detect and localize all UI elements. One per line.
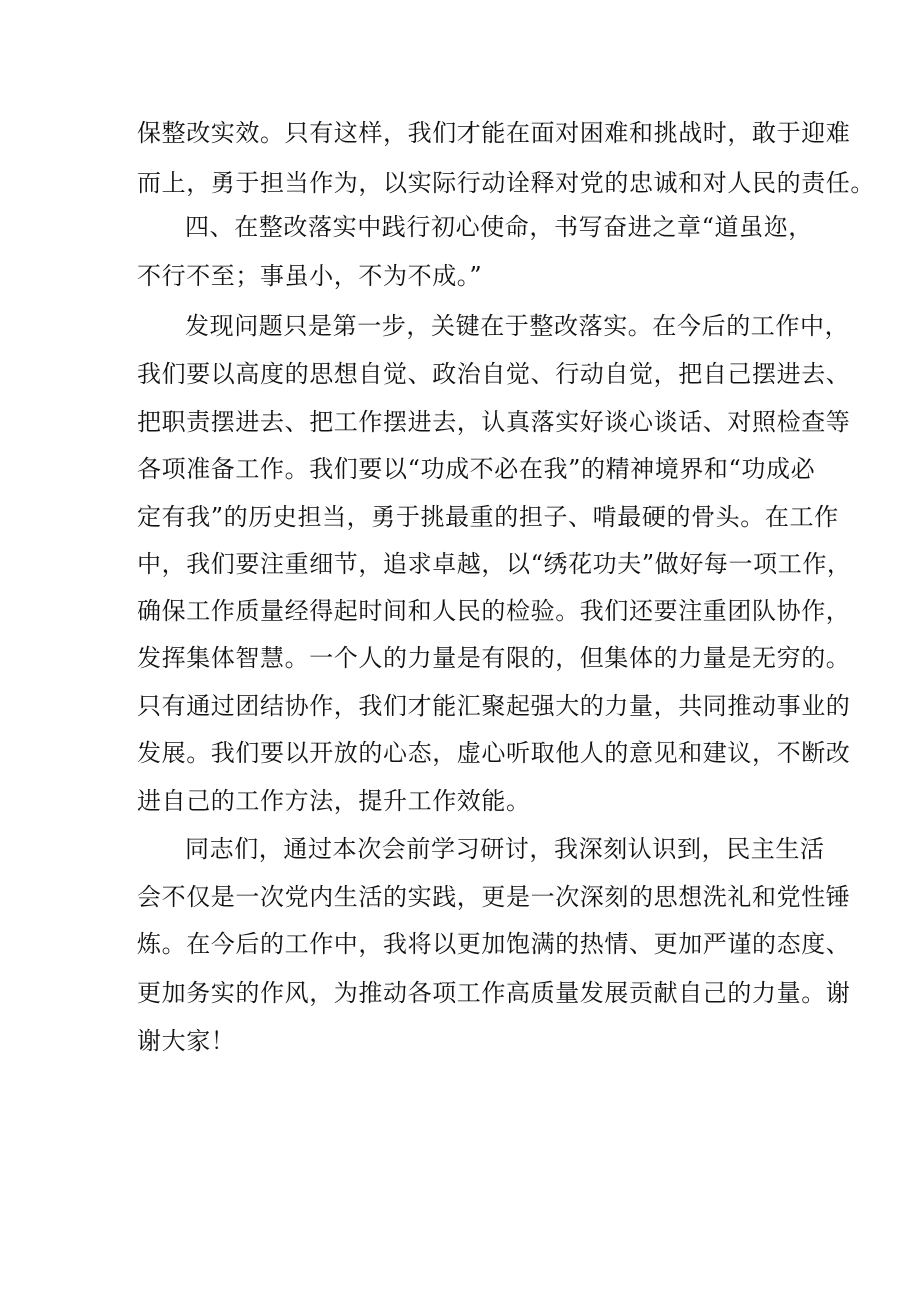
paragraph-1-line-8: 发挥集体智慧。一个人的力量是有限的，但集体的力量是无穷的。 [137,644,851,672]
paragraph-1-line-4: 各项准备工作。我们要以“功成不必在我”的精神境界和“功成必 [137,455,816,483]
paragraph-1-line-1: 发现问题只是第一步，关键在于整改落实。在今后的工作中， [185,312,850,340]
paragraph-1-line-10: 发展。我们要以开放的心态，虚心听取他人的意见和建议，不断改 [137,739,851,767]
paragraph-1-line-6: 中，我们要注重细节，追求卓越，以“绣花功夫”做好每一项工作， [137,550,852,578]
paragraph-2-line-1: 同志们，通过本次会前学习研讨，我深刻认识到，民主生活 [185,835,825,863]
section-heading-line-2: 不行不至；事虽小，不为不成。” [137,262,483,290]
text-line-2: 而上，勇于担当作为，以实际行动诠释对党的忠诚和对人民的责任。 [137,169,875,197]
text-line-1: 保整改实效。只有这样，我们才能在面对困难和挑战时，敢于迎难 [137,119,851,147]
paragraph-1-line-7: 确保工作质量经得起时间和人民的检验。我们还要注重团队协作， [137,597,851,625]
paragraph-1-line-3: 把职责摆进去、把工作摆进去，认真落实好谈心谈话、对照检查等 [137,408,851,436]
paragraph-2-line-4: 更加务实的作风，为推动各项工作高质量发展贡献自己的力量。谢 [137,979,851,1007]
section-heading-line-1: 四、在整改落实中践行初心使命，书写奋进之章“道虽迩， [185,213,813,241]
paragraph-1-line-5: 定有我”的历史担当，勇于挑最重的担子、啃最硬的骨头。在工作 [137,503,839,531]
paragraph-1-line-2: 我们要以高度的思想自觉、政治自觉、行动自觉，把自己摆进去、 [137,360,851,388]
paragraph-1-line-9: 只有通过团结协作，我们才能汇聚起强大的力量，共同推动事业的 [137,692,851,720]
paragraph-1-line-11: 进自己的工作方法，提升工作效能。 [137,787,531,815]
paragraph-2-line-2: 会不仅是一次党内生活的实践，更是一次深刻的思想洗礼和党性锤 [137,883,851,911]
paragraph-2-line-5: 谢大家！ [137,1027,236,1055]
paragraph-2-line-3: 炼。在今后的工作中，我将以更加饱满的热情、更加严谨的态度、 [137,930,851,958]
